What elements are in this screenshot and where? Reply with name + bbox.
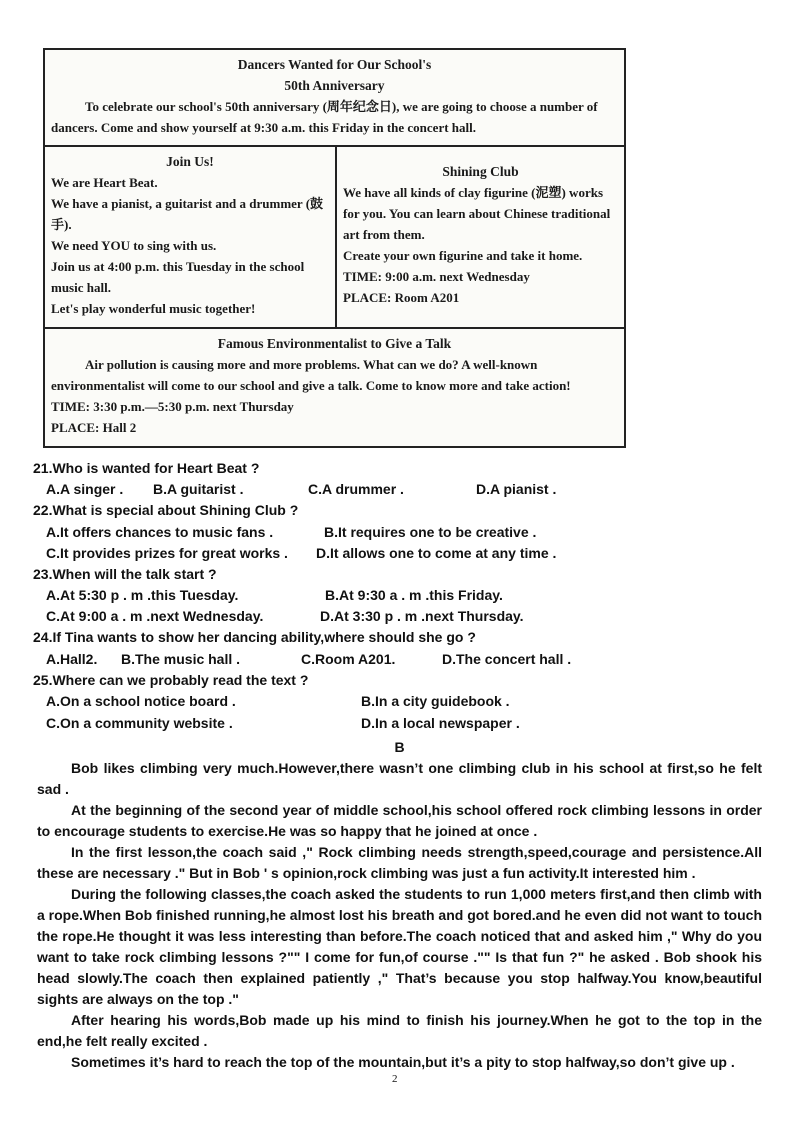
- question-22: 22.What is special about Shining Club ?: [33, 502, 299, 518]
- question-24: 24.If Tina wants to show her dancing ability,where should she go ?: [33, 629, 476, 645]
- heart-beat-line: Join us at 4:00 p.m. this Tuesday in the school music hall.: [51, 259, 305, 295]
- option: C.On a community website .: [46, 715, 233, 731]
- question-25: 25.Where can we probably read the text ?: [33, 672, 309, 688]
- talk-heading: Famous Environmentalist to Give a Talk: [217, 336, 452, 351]
- shining-club-line: TIME: 9:00 a.m. next Wednesday: [343, 269, 530, 284]
- talk-place: PLACE: Hall 2: [51, 420, 137, 435]
- option: C.A drummer .: [308, 481, 404, 497]
- page-number: 2: [392, 1073, 398, 1085]
- passage-paragraph: Bob likes climbing very much.However,there wasn’t one climbing club in his school at first,so he felt sad .: [37, 760, 762, 797]
- talk-body: Air pollution is causing more and more problems. What can we do? A well-known environmentalist will come to our school and give a talk. Come to know more and take action!: [51, 357, 571, 393]
- option: C.At 9:00 a . m .next Wednesday.: [46, 608, 264, 624]
- heart-beat-line: We have a pianist, a guitarist and a drummer (鼓手).: [51, 196, 324, 232]
- option: B.At 9:30 a . m .this Friday.: [325, 587, 503, 603]
- shining-club-line: PLACE: Room A201: [343, 290, 460, 305]
- option: D.At 3:30 p . m .next Thursday.: [320, 608, 524, 624]
- question-23: 23.When will the talk start ?: [33, 566, 217, 582]
- option: B.The music hall .: [121, 651, 241, 667]
- passage-paragraph: During the following classes,the coach asked the students to run 1,000 meters first,and then climb with a rope.When Bob finished running,he almost lost his breath and got bored.and he even did not want to touch the rope.He thought it was less interesting than before.The coach noticed that and asked him ," Why do you want to take rock climbing lessons ?"" I come for fun,of course ."" Is that fun ?" he asked . Bob shook his head slowly.The coach then explained patiently ," That’s because you stop halfway.You know,beautiful sights are always on the top .": [37, 886, 762, 1007]
- dancers-wanted-section: [45, 50, 624, 147]
- heart-beat-heading: Join Us!: [166, 154, 214, 169]
- heart-beat-line: We need YOU to sing with us.: [51, 238, 217, 253]
- option: B.In a city guidebook .: [361, 693, 510, 709]
- option: D.It allows one to come at any time .: [316, 545, 557, 561]
- option: C.Room A201.: [301, 651, 396, 667]
- dancers-heading-line1: Dancers Wanted for Our School's: [237, 57, 432, 72]
- heart-beat-line: Let's play wonderful music together!: [51, 301, 256, 316]
- passage-paragraph: At the beginning of the second year of middle school,his school offered rock climbing lessons in order to encourage students to exercise.He was so happy that he joined at once .: [37, 802, 762, 839]
- option: D.The concert hall .: [442, 651, 572, 667]
- passage-paragraph: Sometimes it’s hard to reach the top of the mountain,but it’s a pity to stop halfway,so don’t give up .: [71, 1054, 735, 1070]
- shining-club-heading: Shining Club: [442, 164, 519, 179]
- question-21: 21.Who is wanted for Heart Beat ?: [33, 460, 260, 476]
- passage-paragraph: In the first lesson,the coach said ," Rock climbing needs strength,speed,courage and persistence.All these are necessary ." But in Bob ' s opinion,rock climbing was just a fun activity.It interested him .: [37, 844, 762, 881]
- dancers-body: To celebrate our school's 50th anniversary (周年纪念日), we are going to choose a number of dancers. Come and show yourself at 9:30 a.m. this Friday in the concert hall.: [51, 99, 598, 135]
- option: A.A singer .: [46, 481, 124, 497]
- heart-beat-section: [45, 147, 337, 329]
- option: A.At 5:30 p . m .this Tuesday.: [46, 587, 239, 603]
- option: A.On a school notice board .: [46, 693, 236, 709]
- dancers-heading-line2: 50th Anniversary: [284, 78, 385, 93]
- option: A.It offers chances to music fans .: [46, 524, 274, 540]
- passage-b: [37, 737, 762, 1073]
- option: D.A pianist .: [476, 481, 557, 497]
- shining-club-line: We have all kinds of clay figurine (泥塑) works for you. You can learn about Chinese traditional art from them.: [343, 185, 611, 242]
- shining-club-line: Create your own figurine and take it home.: [343, 248, 583, 263]
- passage-b-title: B: [394, 739, 405, 755]
- option: D.In a local newspaper .: [361, 715, 520, 731]
- environmentalist-section: [45, 329, 624, 446]
- shining-club-section: [337, 147, 624, 329]
- heart-beat-line: We are Heart Beat.: [51, 175, 158, 190]
- notice-board: [43, 48, 626, 448]
- option: C.It provides prizes for great works .: [46, 545, 288, 561]
- option: A.Hall2.: [46, 651, 98, 667]
- talk-time: TIME: 3:30 p.m.—5:30 p.m. next Thursday: [51, 399, 294, 414]
- option: B.It requires one to be creative .: [324, 524, 537, 540]
- passage-paragraph: After hearing his words,Bob made up his mind to finish his journey.When he got to the top in the end,he felt really excited .: [37, 1012, 762, 1049]
- option: B.A guitarist .: [153, 481, 244, 497]
